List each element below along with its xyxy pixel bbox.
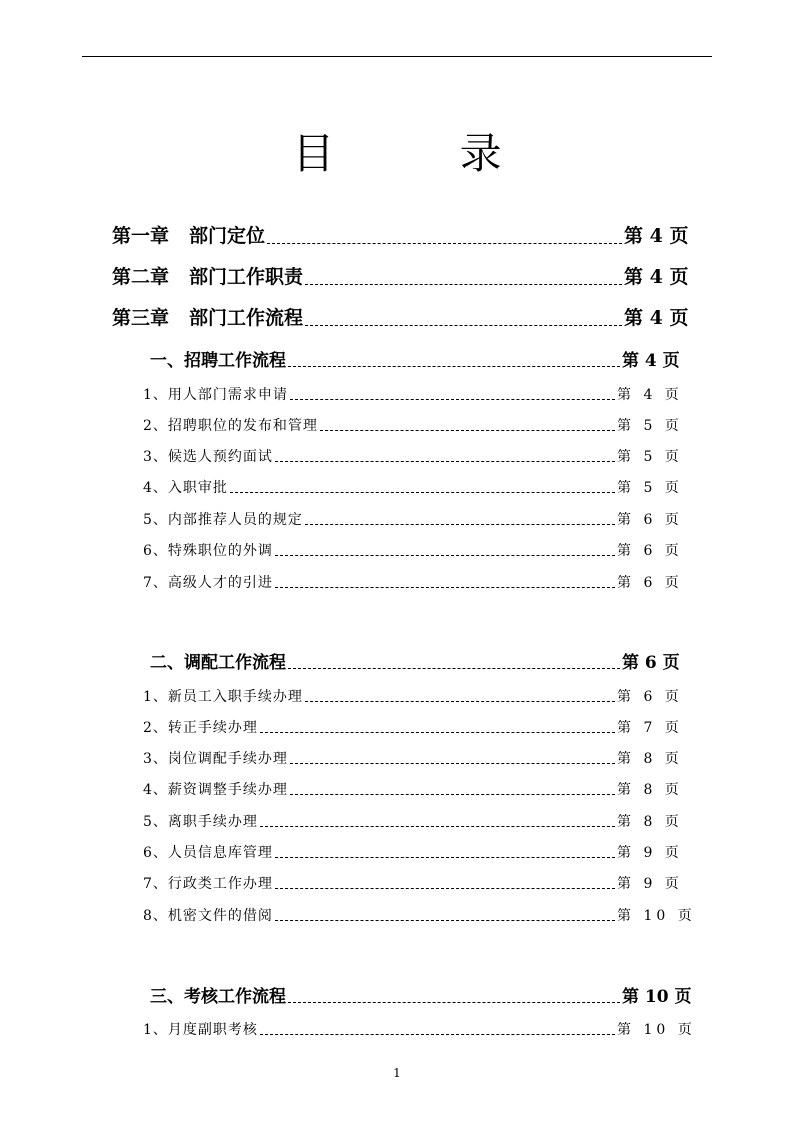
toc-item[interactable] — [143, 477, 683, 497]
toc-item[interactable] — [143, 686, 683, 706]
toc-item-label: 4、入职审批 — [143, 480, 228, 496]
toc-section-title: 二、调配工作流程 — [150, 653, 286, 673]
toc-item[interactable] — [143, 842, 683, 862]
toc-item-label: 2、招聘职位的发布和管理 — [143, 418, 318, 434]
toc-item-label: 3、岗位调配手续办理 — [143, 751, 288, 767]
toc-page-ref: 第 10 页 — [617, 908, 696, 924]
toc-leader — [275, 555, 615, 556]
toc-page-ref: 第 10 页 — [622, 987, 692, 1007]
toc-item[interactable] — [143, 1019, 696, 1039]
toc-item-label: 7、高级人才的引进 — [143, 575, 273, 591]
toc-chapter-2[interactable] — [112, 263, 690, 289]
toc-chapter-title: 部门工作职责 — [189, 266, 304, 288]
toc-leader — [275, 461, 615, 462]
toc-leader — [305, 524, 615, 525]
toc-item-label: 7、行政类工作办理 — [143, 876, 273, 892]
toc-item-label: 6、特殊职位的外调 — [143, 543, 273, 559]
toc-leader — [288, 366, 620, 367]
toc-section-allocation[interactable] — [150, 649, 690, 673]
toc-page-ref: 第 7 页 — [617, 720, 683, 736]
toc-item-label: 5、离职手续办理 — [143, 814, 258, 830]
toc-item[interactable] — [143, 873, 683, 893]
toc-page-ref: 第 6 页 — [617, 512, 683, 528]
toc-page-ref: 第 4 页 — [624, 225, 689, 247]
toc-page-ref: 第 4 页 — [617, 387, 683, 403]
toc-page-ref: 第 8 页 — [617, 782, 683, 798]
toc-leader — [275, 920, 615, 921]
toc-item[interactable] — [143, 415, 683, 435]
toc-leader — [260, 732, 615, 733]
toc-leader — [320, 430, 615, 431]
toc-item-label: 1、月度副职考核 — [143, 1022, 258, 1038]
toc-page-ref: 第 6 页 — [617, 575, 683, 591]
toc-chapter-number: 第二章 — [112, 266, 170, 288]
toc-leader — [230, 492, 615, 493]
toc-item[interactable] — [143, 540, 683, 560]
toc-page-ref: 第 5 页 — [617, 449, 683, 465]
toc-section-recruitment[interactable] — [150, 347, 690, 371]
toc-chapter-label — [112, 221, 265, 248]
toc-item-label: 5、内部推荐人员的规定 — [143, 512, 303, 528]
toc-page-ref: 第 4 页 — [624, 266, 689, 288]
toc-item[interactable] — [143, 509, 683, 529]
toc-page-ref: 第 4 页 — [624, 307, 689, 329]
toc-item-label: 1、新员工入职手续办理 — [143, 689, 303, 705]
toc-leader — [305, 701, 615, 702]
toc-leader — [260, 826, 615, 827]
toc-chapter-title: 部门定位 — [189, 225, 266, 247]
toc-chapter-label — [112, 262, 303, 289]
toc-item[interactable] — [143, 572, 683, 592]
toc-page-ref: 第 6 页 — [617, 543, 683, 559]
toc-section-title: 三、考核工作流程 — [150, 987, 286, 1007]
toc-leader — [290, 763, 615, 764]
toc-leader — [290, 399, 615, 400]
page-number: 1 — [393, 1066, 401, 1080]
toc-chapter-title: 部门工作流程 — [189, 307, 304, 329]
toc-page-ref: 第 8 页 — [617, 751, 683, 767]
toc-leader — [275, 857, 615, 858]
toc-leader — [290, 794, 615, 795]
header-rule — [82, 56, 712, 57]
toc-leader — [275, 587, 615, 588]
toc-leader — [305, 325, 622, 326]
toc-chapter-number: 第一章 — [112, 225, 170, 247]
toc-page-ref: 第 5 页 — [617, 418, 683, 434]
toc-item-label: 4、薪资调整手续办理 — [143, 782, 288, 798]
toc-item-label: 8、机密文件的借阅 — [143, 908, 273, 924]
toc-chapter-label — [112, 303, 303, 330]
toc-chapter-3[interactable] — [112, 304, 690, 330]
toc-item[interactable] — [143, 779, 683, 799]
toc-leader — [288, 668, 620, 669]
toc-page-ref: 第 10 页 — [617, 1022, 696, 1038]
toc-page-ref: 第 4 页 — [622, 351, 680, 371]
toc-item[interactable] — [143, 748, 683, 768]
toc-item-label: 1、用人部门需求申请 — [143, 387, 288, 403]
toc-page-ref: 第 6 页 — [617, 689, 683, 705]
toc-leader — [260, 1034, 615, 1035]
toc-leader — [288, 1002, 620, 1003]
toc-page-ref: 第 5 页 — [617, 480, 683, 496]
toc-section-title: 一、招聘工作流程 — [150, 351, 286, 371]
toc-item[interactable] — [143, 717, 683, 737]
toc-item[interactable] — [143, 905, 696, 925]
toc-chapter-number: 第三章 — [112, 307, 170, 329]
toc-page-ref: 第 6 页 — [622, 653, 680, 673]
toc-item[interactable] — [143, 384, 683, 404]
toc-item-label: 2、转正手续办理 — [143, 720, 258, 736]
toc-page-ref: 第 8 页 — [617, 814, 683, 830]
toc-item[interactable] — [143, 446, 683, 466]
toc-chapter-1[interactable] — [112, 222, 690, 248]
toc-page-ref: 第 9 页 — [617, 845, 683, 861]
toc-item-label: 6、人员信息库管理 — [143, 845, 273, 861]
toc-title: 目 录 — [292, 129, 558, 178]
toc-page-ref: 第 9 页 — [617, 876, 683, 892]
toc-item-label: 3、候选人预约面试 — [143, 449, 273, 465]
toc-section-assessment[interactable] — [150, 983, 690, 1007]
toc-leader — [305, 284, 622, 285]
toc-item[interactable] — [143, 811, 683, 831]
toc-leader — [275, 888, 615, 889]
toc-leader — [267, 243, 622, 244]
